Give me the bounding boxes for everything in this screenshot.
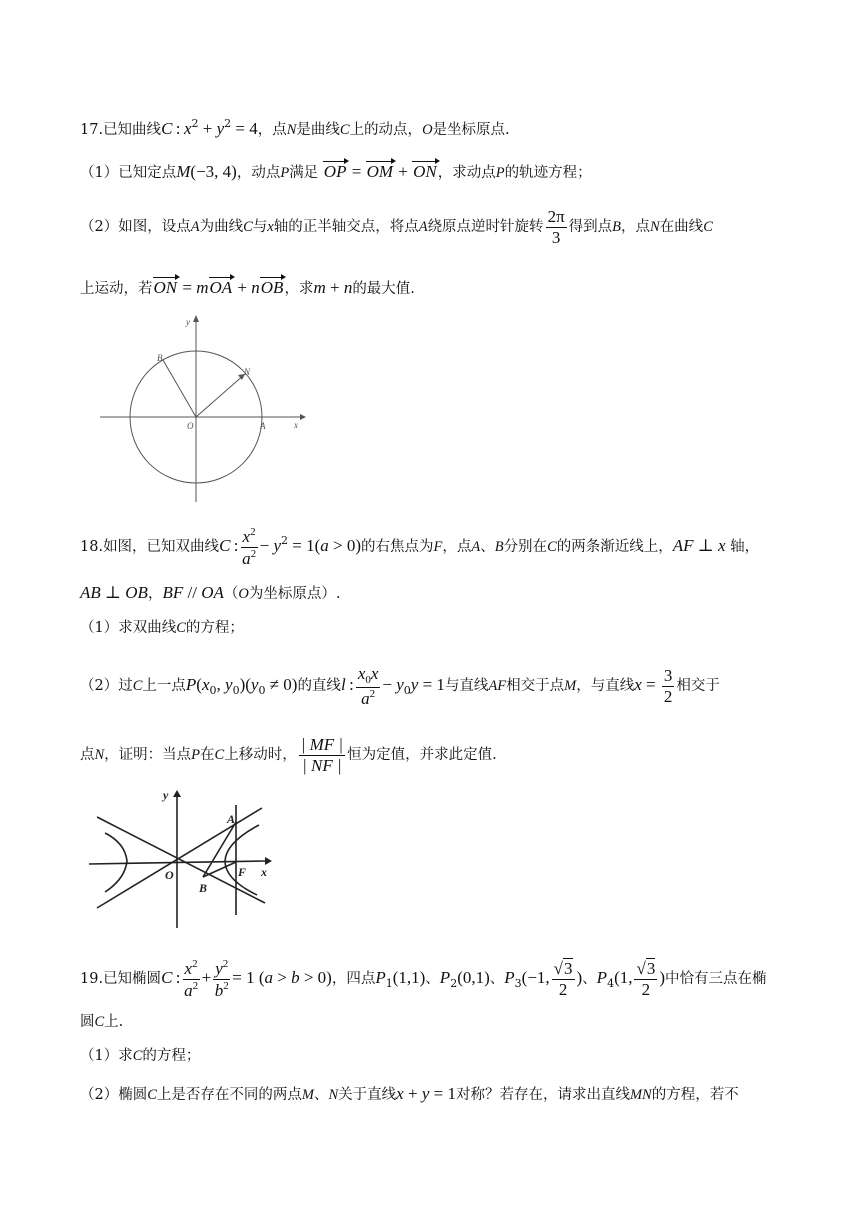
label-a: A [260,421,266,431]
q19-part2: （2）椭圆C上是否存在不同的两点M、N关于直线x + y = 1对称？若存在，请求出直线MN的方程，若不 [80,1084,739,1103]
asymptote-1 [97,817,265,903]
q18-part2-cont: 点N，证明：当点P在C上移动时， $\frac{| MF |}{| NF |}$ 恒为定值，并求此定值. [80,735,497,775]
q17-part2: （2）如图，设点A为曲线C与x轴的正半轴交点，将点A绕原点逆时针旋转 $\frac{2\pi}{3}$ 得到点B，点N在曲线C [80,207,713,247]
q18-stem: 18.如图，已知双曲线C : $\frac{x^2}{a^2}$ − $y^2 = 1(a > 0)$的右焦点为F，点A、B分别在C的两条渐近线上，AF ⊥ x 轴， [80,526,760,568]
label-x: x [261,865,267,879]
label-n: N [244,367,251,377]
q17-figure-circle [95,310,310,505]
label-y: y [186,317,190,327]
q17-stem: 17.已知曲线C : $x^2 + y^2 = 4$，点N是曲线C上的动点，O是坐标原点. [80,117,510,138]
q19-part1: （1）求C的方程； [80,1048,201,1064]
q19-stem: 19.已知椭圆C : $\frac{x^2}{a^2}$ + $\frac{y^2}{b^2}$ = 1 (a > b > 0)，四点$P_1(1,1)$、$P_2(0,1)$、$P_3(-1$, $\frac{√3}{2}$ )、$P_4(1$, $\frac{√3}{2}$ )中恰有三点在椭 [80,958,767,1000]
q18-part1: （1）求双曲线C的方程； [80,620,244,636]
left-branch [105,833,127,892]
q18-figure-hyperbola [85,785,275,930]
two-pi-over-three: $\frac{2\pi}{3}$ [547,207,565,247]
segment-ob [163,360,196,417]
label-o: O [187,421,194,431]
q18-stem-cont: AB ⊥ OB，BF // OA（O为坐标原点）. [80,583,341,602]
q17-part2-cont: 上运动，若ON = mOA + nOB，求m + n的最大值. [80,278,415,297]
asymptote-2 [97,808,262,908]
vector-on [196,374,245,417]
label-b: B [199,881,208,895]
label-x: x [294,420,298,430]
q19-stem-cont: 圆C上. [80,1014,124,1030]
label-y: y [163,788,169,802]
q17-part1: （1）已知定点M(−3, 4)，动点P满足 OP = OM + ON，求动点P的轨迹方程； [80,162,592,181]
label-f: F [238,865,247,879]
label-b: B [157,353,163,363]
label-o: O [165,868,174,882]
label-a: A [227,812,236,826]
q18-part2: （2）过C上一点$P(x_0$, $y_0)(y_0 \ne 0)$的直线l : $\frac{x_0x}{a^2}$ − $y_0y = 1$与直线AF相交于点M，与直线x = $\frac{3}{2}$ 相交于 [80,664,720,708]
